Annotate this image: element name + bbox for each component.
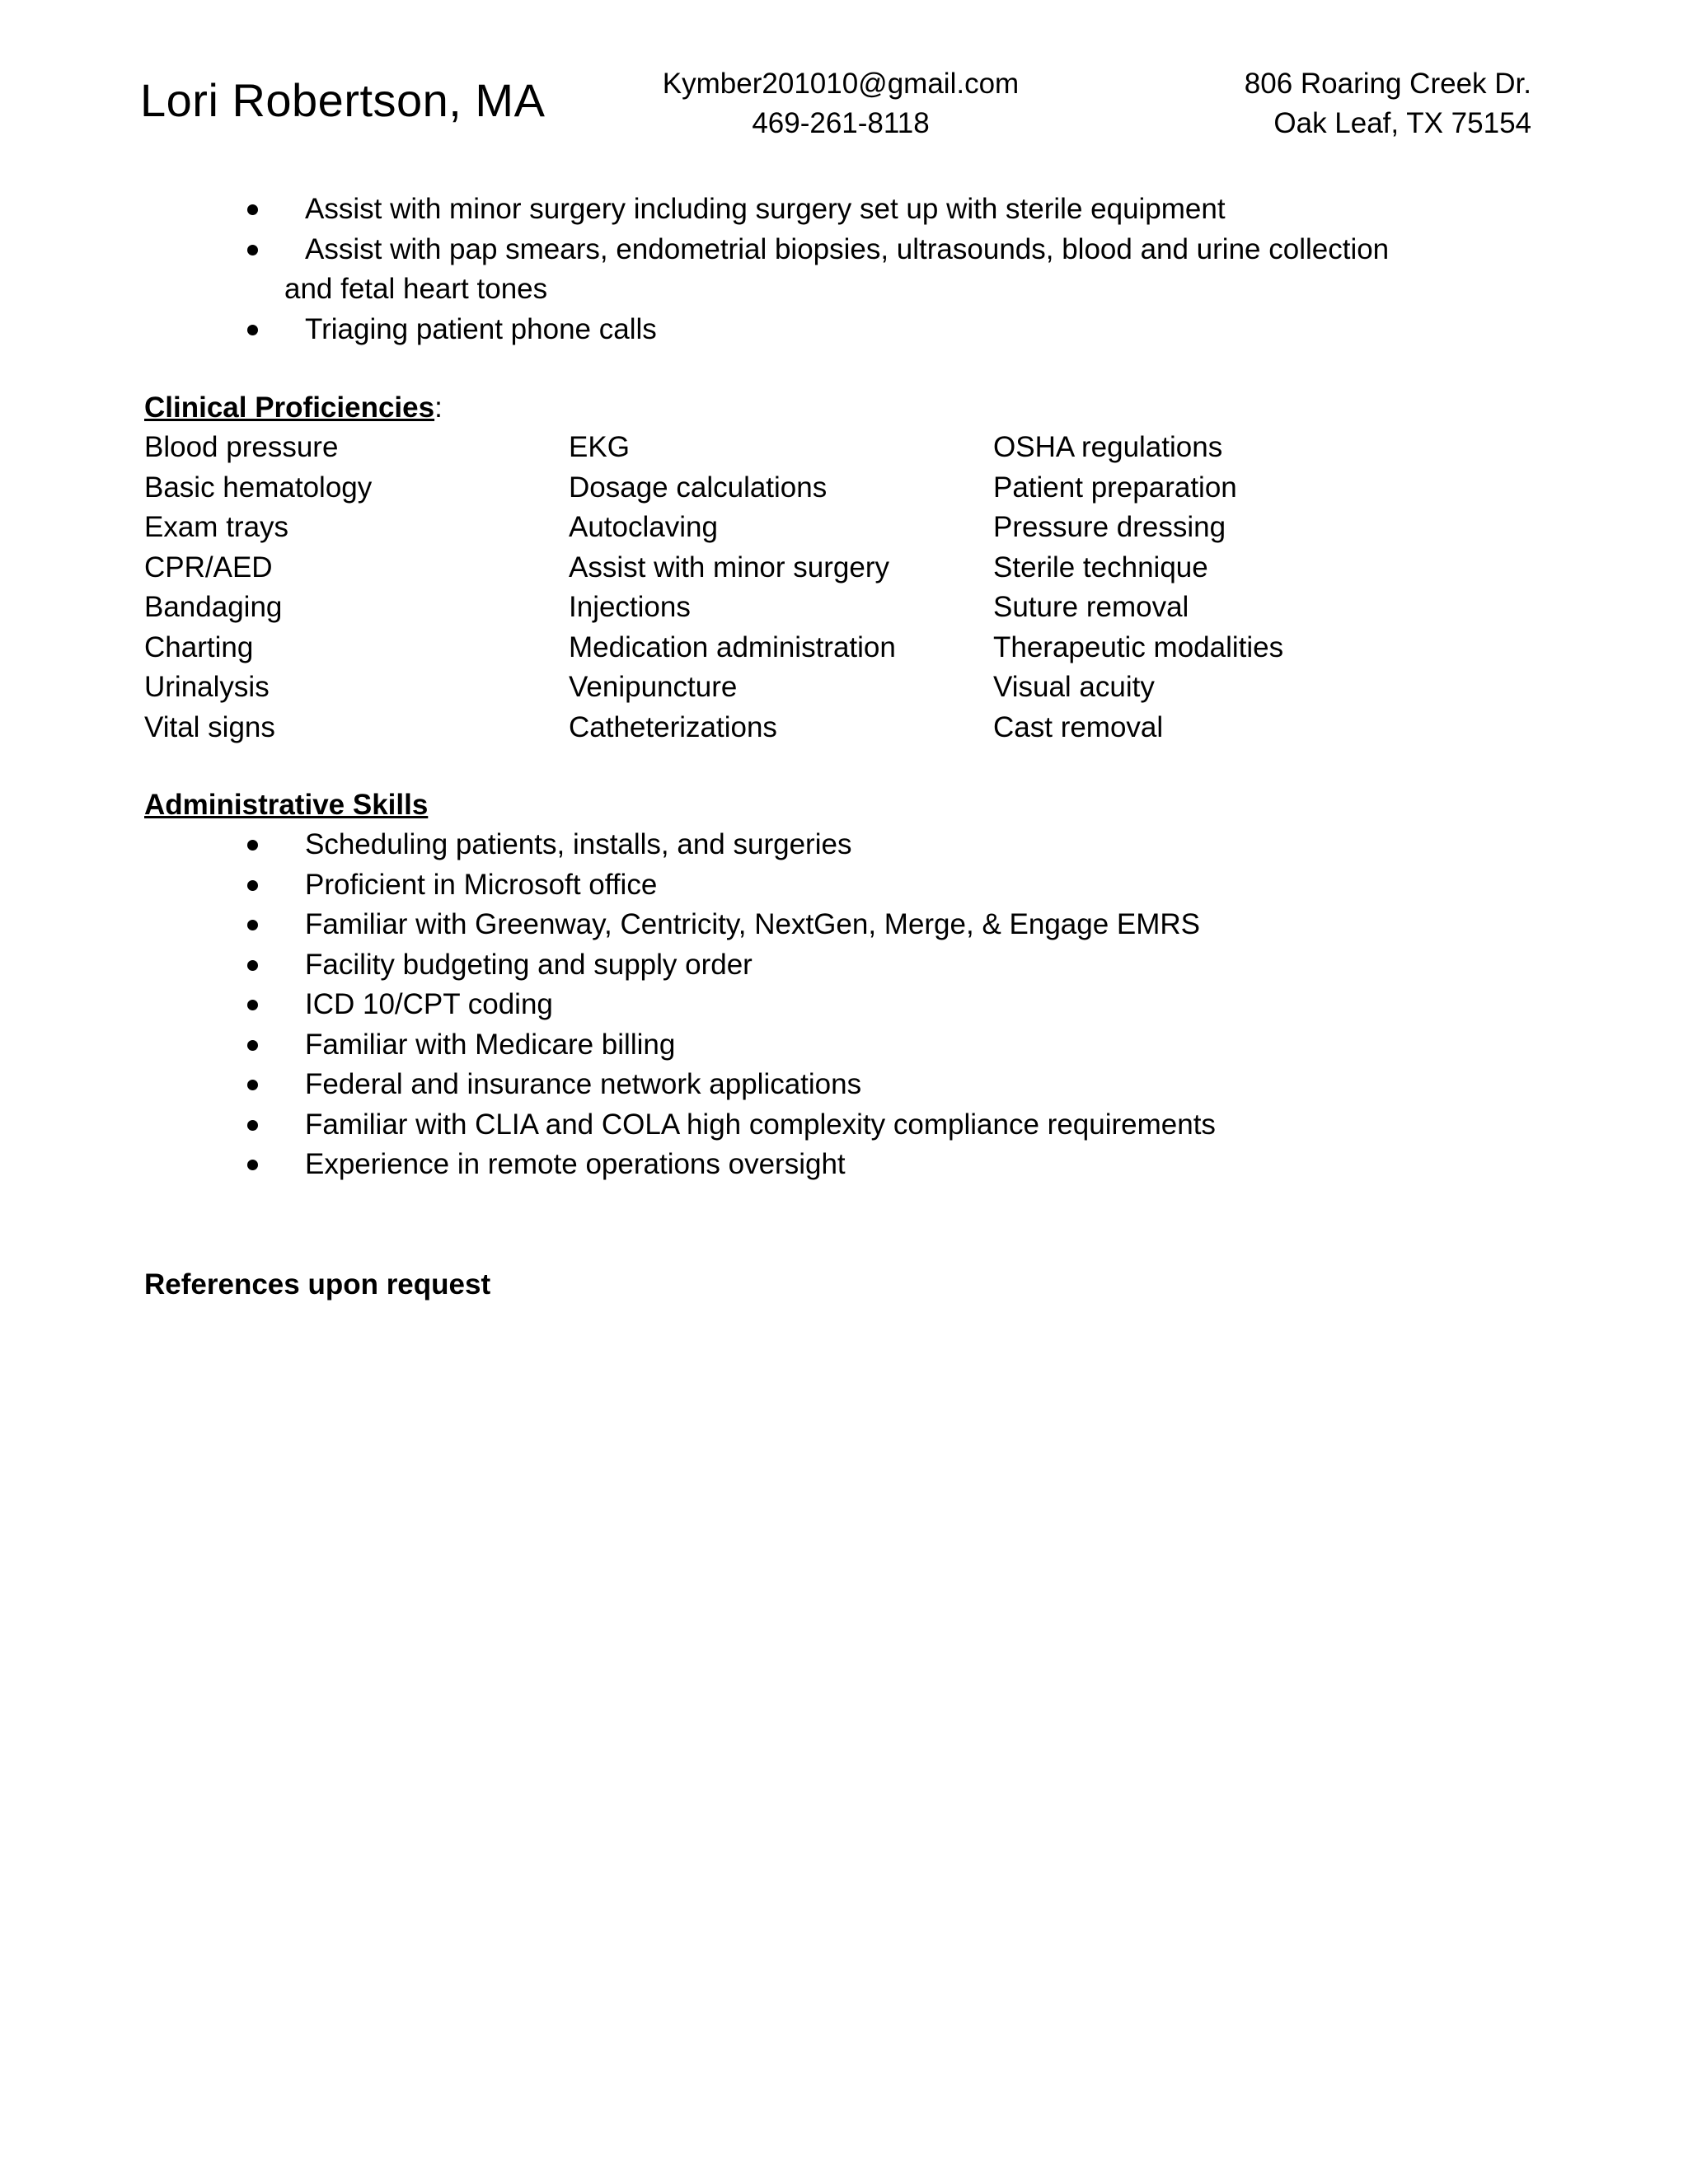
- contact-info: [626, 64, 1055, 143]
- list-item: Medication administration: [569, 630, 896, 663]
- list-item-text: Federal and insurance network applications: [305, 1068, 862, 1100]
- list-item: Blood pressure: [144, 431, 339, 463]
- administrative-skills-list: [247, 825, 1216, 1185]
- bullet-icon: [247, 960, 258, 971]
- bullet-icon: [247, 1160, 258, 1170]
- list-item-text: Experience in remote operations oversight: [305, 1148, 846, 1180]
- list-item: Assist with minor surgery: [569, 551, 889, 583]
- list-item-text: Scheduling patients, installs, and surgeries: [305, 828, 852, 860]
- bullet-icon: [247, 1040, 258, 1051]
- list-item-text: Facility budgeting and supply order: [305, 948, 753, 981]
- list-item: Pressure dressing: [993, 511, 1226, 543]
- administrative-skills-heading: [144, 785, 428, 826]
- list-item-continuation: and fetal heart tones: [284, 273, 548, 305]
- list-item: Urinalysis: [144, 671, 270, 703]
- bullet-icon: [247, 1080, 258, 1090]
- heading-colon: :: [434, 391, 443, 424]
- phone-number: 469-261-8118: [752, 107, 930, 139]
- list-item: Basic hematology: [144, 471, 373, 504]
- mailing-address: [1154, 64, 1531, 143]
- list-item-text: ICD 10/CPT coding: [305, 988, 553, 1020]
- bullet-icon: [247, 840, 258, 851]
- list-item: Suture removal: [993, 591, 1189, 623]
- list-item: Autoclaving: [569, 511, 718, 543]
- list-item: Venipuncture: [569, 671, 738, 703]
- list-item-text: Assist with pap smears, endometrial biopsies, ultrasounds, blood and urine collection: [305, 232, 1390, 265]
- list-item: Injections: [569, 591, 691, 623]
- list-item: Bandaging: [144, 591, 283, 623]
- list-item: [247, 945, 1216, 986]
- list-item-text: Proficient in Microsoft office: [305, 868, 658, 901]
- list-item: [247, 905, 1216, 945]
- list-item: Charting: [144, 630, 254, 663]
- address-line-2: Oak Leaf, TX 75154: [1273, 107, 1531, 139]
- list-item: Exam trays: [144, 511, 289, 543]
- list-item: [247, 1145, 1216, 1185]
- list-item: [247, 1105, 1216, 1146]
- address-line-1: 806 Roaring Creek Dr.: [1244, 68, 1531, 100]
- list-item-text: Assist with minor surgery including surgery set up with sterile equipment: [305, 193, 1226, 225]
- section-heading-text: Clinical Proficiencies: [144, 391, 435, 424]
- proficiency-column-3: [993, 428, 1283, 748]
- list-item: Vital signs: [144, 710, 275, 743]
- bullet-icon: [247, 1120, 258, 1131]
- duties-list: [247, 190, 1389, 349]
- list-item: Sterile technique: [993, 551, 1208, 583]
- proficiency-column-1: [144, 428, 372, 748]
- list-item: Catheterizations: [569, 710, 777, 743]
- list-item: [247, 310, 1389, 350]
- list-item: [247, 825, 1216, 865]
- list-item: [247, 1065, 1216, 1105]
- bullet-icon: [247, 325, 258, 335]
- list-item: Patient preparation: [993, 471, 1237, 504]
- list-item: Cast removal: [993, 710, 1164, 743]
- list-item-text: Familiar with Greenway, Centricity, NextGen, Merge, & Engage EMRS: [305, 908, 1201, 940]
- list-item: OSHA regulations: [993, 431, 1223, 463]
- candidate-name: Lori Robertson, MA: [140, 74, 546, 126]
- list-item: Visual acuity: [993, 671, 1155, 703]
- references-note: References upon request: [144, 1268, 491, 1301]
- list-item-text: Triaging patient phone calls: [305, 312, 657, 345]
- bullet-icon: [247, 204, 258, 215]
- list-item: [247, 190, 1389, 230]
- bullet-icon: [247, 880, 258, 891]
- list-item: Therapeutic modalities: [993, 630, 1284, 663]
- list-item: [247, 1025, 1216, 1066]
- bullet-icon: [247, 920, 258, 930]
- proficiency-column-2: [569, 428, 896, 748]
- list-item: EKG: [569, 431, 630, 463]
- list-item: [247, 985, 1216, 1025]
- list-item: [247, 865, 1216, 906]
- clinical-proficiencies-heading: [144, 388, 443, 429]
- bullet-icon: [247, 245, 258, 255]
- list-item-text: Familiar with CLIA and COLA high complexity compliance requirements: [305, 1108, 1216, 1141]
- list-item: CPR/AED: [144, 551, 273, 583]
- list-item: [247, 230, 1389, 310]
- section-heading-text: Administrative Skills: [144, 789, 429, 821]
- list-item: Dosage calculations: [569, 471, 828, 504]
- email-address[interactable]: Kymber201010@gmail.com: [662, 68, 1020, 100]
- list-item-text: Familiar with Medicare billing: [305, 1028, 676, 1061]
- bullet-icon: [247, 1000, 258, 1010]
